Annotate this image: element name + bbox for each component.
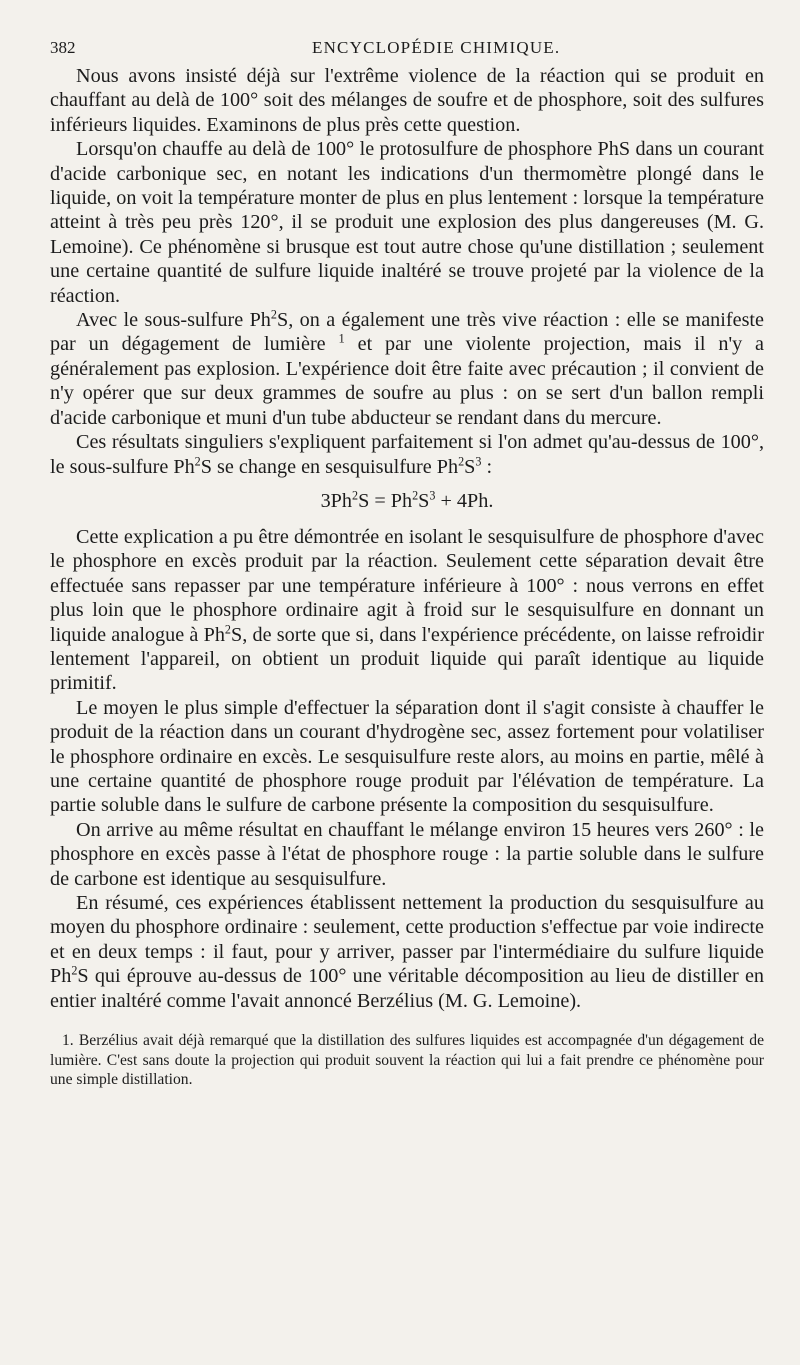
- running-title: ENCYCLOPÉDIE CHIMIQUE.: [312, 38, 561, 57]
- formula-index: 2: [194, 453, 201, 468]
- equation-part: S: [418, 489, 430, 512]
- formula-index: 3: [475, 453, 482, 468]
- paragraph: On arrive au même résultat en chauffant le mélange environ 15 heures vers 260° : le phosphore en excès passe à l'état de phosphore rouge : la partie soluble dans le sulfure de carbone est identique au sesquisulfure.: [50, 818, 764, 890]
- paragraph: Le moyen le plus simple d'effectuer la séparation dont il s'agit consiste à chauffer le produit de la réaction dans un courant d'hydrogène sec, assez fortement pour volatiliser le phosphore ordinaire en excès. Le sesquisulfure reste alors, au moins en partie, mêlé à une certaine quantité de phosphore rouge produit par l'élévation de température. La partie soluble dans le sulfure de carbone présente la composition du sesquisulfure.: [50, 696, 764, 817]
- text-run: Ces résultats singuliers s'expliquent parfaitement si l'on admet qu'au-dessus de 100°, le sous-sulfure Ph: [50, 431, 764, 478]
- equation-part: + 4Ph.: [435, 489, 494, 512]
- subscript-digit: 2: [270, 307, 277, 322]
- text-run: S: [464, 455, 476, 478]
- equation-part: 3Ph: [320, 489, 352, 512]
- paragraph: [50, 891, 764, 1013]
- formula-index: 2: [224, 621, 231, 636]
- footnote: 1. Berzélius avait déjà remarqué que la distillation des sulfures liquides est accompagnée d'un dégagement de lumière. C'est sans doute la projection qui produit souvent la réaction qui lui a fait prendre ce phénomène pour une simple distillation.: [50, 1032, 764, 1089]
- text-run: S qui éprouve au-dessus de 100° une véritable décomposition au lieu de distiller en entier inaltéré comme l'avait annoncé Berzélius (M. G. Lemoine).: [50, 965, 764, 1012]
- footnote-reference: 1: [338, 331, 345, 346]
- text-run: :: [481, 455, 493, 478]
- body-text: [50, 64, 764, 1013]
- formula-index: 2: [71, 963, 78, 978]
- paragraph: [50, 308, 764, 430]
- text-run: Avec le sous-sulfure Ph: [76, 309, 271, 332]
- page-header: [50, 30, 764, 60]
- page-number: 382: [50, 38, 76, 57]
- paragraph: Lorsqu'on chauffe au delà de 100° le protosulfure de phosphore PhS dans un courant d'acide carbonique sec, en notant les indications d'un thermomètre plongé dans le liquide, on voit la température monter de plus en plus lentement : lorsque la température atteint à très peu près 120°, il se produit une explosion des plus dangereuses (M. G. Lemoine). Ce phénomène si brusque est tout autre chose qu'une distillation ; seulement une certaine quantité de sulfure liquide inaltéré se trouve projeté par la violence de la réaction.: [50, 138, 764, 307]
- text-run: S, de sorte que si, dans l'expérience précédente, on laisse refroidir lentement l'appareil, on obtient un produit liquide qui paraît identique au liquide primitif.: [50, 623, 764, 695]
- formula-index: 2: [458, 453, 465, 468]
- text-run: S se change en sesquisulfure Ph: [200, 455, 459, 478]
- paragraph: [50, 430, 764, 479]
- equation-part: S = Ph: [358, 489, 413, 512]
- text-run: En résumé, ces expériences établissent nettement la production du sesquisulfure au moyen du phosphore ordinaire : seulement, cette production s'effectue par voie indirecte et en deux temps : il faut, pour y arriver, passer par l'intermédiaire du sulfure liquide Ph: [50, 892, 764, 988]
- paragraph: [50, 525, 764, 696]
- formula-index: 3: [429, 488, 436, 503]
- chemical-equation: [50, 489, 764, 513]
- text-run: et par une violente projection, mais il n'y a généralement pas explosion. L'expérience doit être faite avec précaution ; il convient de n'y opérer que sur deux grammes de soufre au plus : on se sert d'un ballon rempli d'acide carbonique et muni d'un tube abducteur se rendant dans du mercure.: [50, 333, 765, 429]
- formula-index: 2: [412, 488, 419, 503]
- text-run: Cette explication a pu être démontrée en isolant le sesquisulfure de phosphore d'avec le phosphore en excès produit par la réaction. Seulement cette séparation devait être effectuée sans repasser par une température inférieure à 100° : nous verrons en effet plus loin que le phosphore ordinaire agit à froid sur le sesquisulfure en donnant un liquide analogue à Ph: [50, 525, 764, 646]
- paragraph: Nous avons insisté déjà sur l'extrême violence de la réaction qui se produit en chauffant au delà de 100° soit des mélanges de soufre et de phosphore, soit des sulfures inférieurs liquides. Examinons de plus près cette question.: [50, 65, 764, 136]
- text-run: S, on a également une très vive réaction : elle se manifeste par un dégagement de lumière: [50, 309, 764, 356]
- formula-index: 2: [352, 488, 359, 503]
